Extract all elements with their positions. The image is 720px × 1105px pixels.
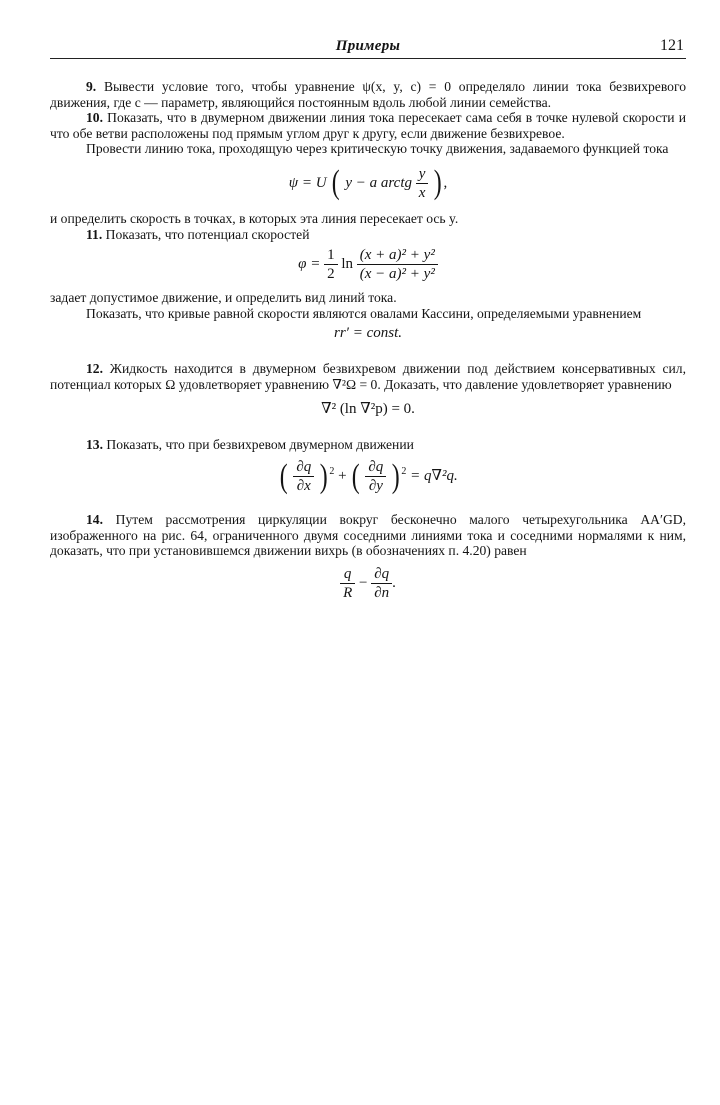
formula-minus: − [359, 574, 368, 591]
formula-gradient-rhs: = q∇²q. [410, 468, 458, 485]
fraction-y-over-x [416, 165, 429, 202]
fraction-numerator: 1 [324, 246, 338, 265]
formula-potential [50, 246, 686, 286]
problem-11-number: 11. [86, 226, 103, 242]
fraction-dq-dy [365, 458, 386, 495]
running-header [50, 34, 686, 59]
problem-11-text3: Показать, что кривые равной скорости являются овалами Кассини, определяемыми уравнением [86, 305, 642, 321]
problem-10-continued [50, 141, 686, 157]
formula-pressure [50, 399, 686, 423]
formula-potential-lhs: φ = [298, 256, 321, 273]
problem-10-text2: Провести линию тока, проходящую через критическую точку движения, задаваемого функцией тока [86, 141, 669, 157]
problem-10-number: 10. [86, 110, 103, 126]
fraction-denominator: (x − a)² + y² [359, 266, 435, 283]
formula-ln: ln [341, 256, 354, 273]
problem-14-text: Путем рассмотрения циркуляции вокруг бесконечно малого четырехугольника AA′GD, изображенного на рис. 64, ограниченного двумя соседними линиями тока и соседними нормалями к ним, доказать, что при установившемся движении вихрь (в обозначениях п. 4.20) равен [50, 512, 686, 559]
problem-13 [50, 437, 686, 453]
fraction-denominator: ∂x [296, 478, 311, 495]
formula-stream-lhs: ψ = U [288, 174, 327, 191]
formula-cassini-text: rr′ = const. [334, 325, 402, 342]
problem-13-text: Показать, что при безвихревом двумерном движении [106, 436, 414, 452]
left-paren: ( [352, 457, 360, 495]
formula-cassini [50, 323, 686, 347]
fraction-denominator: ∂n [374, 584, 390, 601]
right-paren: ) [319, 457, 328, 495]
formula-pressure-text: ∇² (ln ∇²p) = 0. [321, 400, 415, 417]
fraction-numerator: y [416, 165, 429, 184]
fraction-denominator: 2 [327, 266, 335, 283]
problem-9 [50, 79, 686, 110]
problem-10-text: Показать, что в двумерном движении линия тока пересекает сама себя в точке нулевой скорости и что обе ветви расположены под прямым углом друг к другу, если движение безвихревое. [50, 110, 686, 141]
problem-10 [50, 110, 686, 141]
problem-11-text2-para [50, 290, 686, 306]
fraction-numerator: q [340, 565, 355, 584]
page-content [50, 79, 686, 605]
fraction-denominator: R [343, 584, 353, 601]
problem-11-text: Показать, что потенциал скоростей [105, 226, 310, 242]
fraction-one-half [324, 246, 338, 283]
fraction-numerator: ∂q [293, 458, 314, 477]
left-paren: ( [331, 164, 340, 202]
fraction-dq-dn [371, 565, 392, 602]
formula-stream-trail: , [443, 174, 448, 191]
problem-12 [50, 361, 686, 392]
running-title: Примеры [335, 38, 401, 54]
page-number: 121 [660, 37, 684, 54]
fraction-dq-dx [293, 458, 314, 495]
formula-stream-inner: y − a arctg [345, 174, 412, 191]
fraction-numerator: ∂q [371, 565, 392, 584]
formula-vorticity [50, 565, 686, 605]
page [50, 34, 686, 605]
right-paren: ) [433, 164, 442, 202]
problem-11 [50, 227, 686, 243]
fraction-denominator: ∂y [368, 478, 383, 495]
problem-9-text: Вывести условие того, чтобы уравнение ψ(x, y, c) = 0 определяло линии тока безвихревого движения, где c — параметр, являющийся постоянным вдоль любой линии семейства. [50, 79, 686, 110]
problem-14-number: 14. [86, 512, 103, 528]
problem-10-text3-para [50, 211, 686, 227]
exponent-2: 2 [401, 466, 407, 478]
problem-11-text3-para [50, 306, 686, 322]
formula-vorticity-trail: . [392, 574, 396, 591]
problem-12-text: Жидкость находится в двумерном безвихревом движении под действием консервативных сил, потенциал которых Ω удовлетворяет уравнению ∇²Ω = 0. Доказать, что давление удовлетворяет уравнению [50, 361, 686, 392]
problem-11-text2: задает допустимое движение, и определить вид линий тока. [50, 290, 397, 306]
problem-9-number: 9. [86, 79, 97, 94]
problem-13-number: 13. [86, 436, 103, 452]
fraction-q-over-R [340, 565, 355, 602]
formula-gradient-q [50, 458, 686, 500]
right-paren: ) [391, 457, 400, 495]
fraction-denominator: x [418, 184, 426, 201]
exponent-2: 2 [329, 466, 335, 478]
left-paren: ( [279, 457, 288, 495]
fraction-log-argument [357, 246, 438, 283]
formula-plus: + [338, 468, 347, 485]
problem-14 [50, 512, 686, 559]
problem-10-text3: и определить скорость в точках, в которых эта линия пересекает ось y. [50, 210, 459, 226]
fraction-numerator: (x + a)² + y² [357, 246, 438, 265]
problem-12-number: 12. [86, 361, 103, 377]
formula-stream-function [50, 165, 686, 207]
fraction-numerator: ∂q [365, 458, 386, 477]
